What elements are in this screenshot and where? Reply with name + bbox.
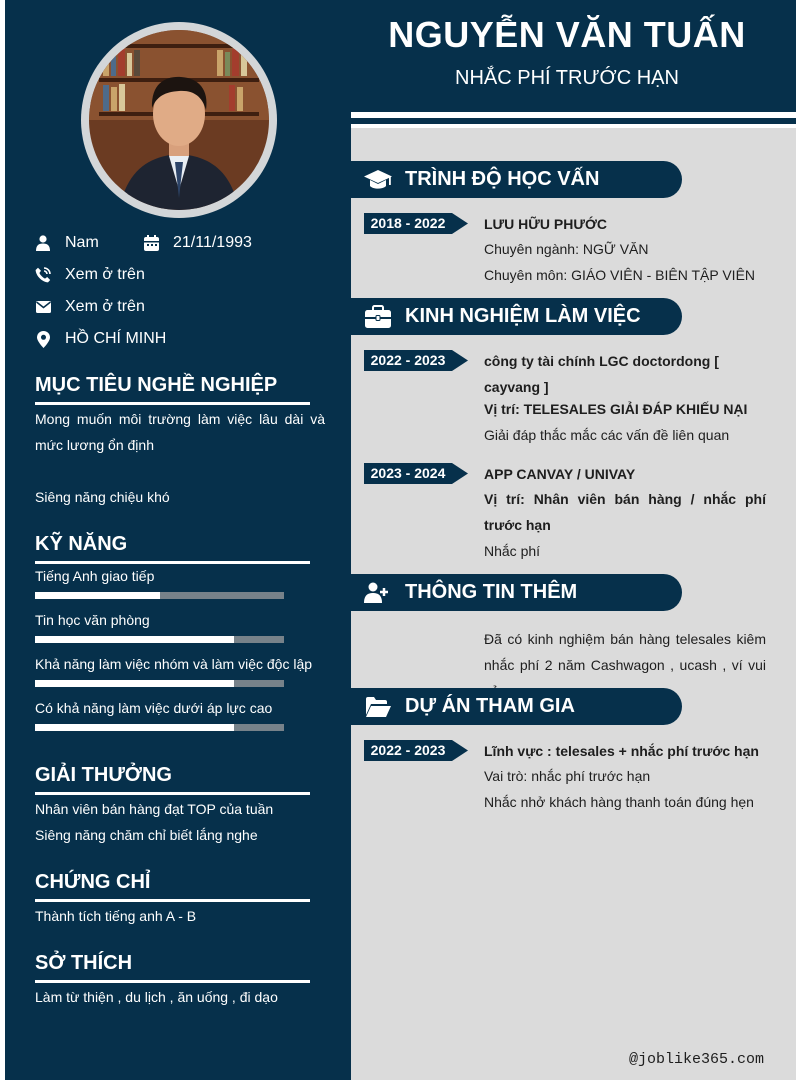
education-period-tag <box>364 213 468 234</box>
education-major: Chuyên ngành: NGỮ VĂN <box>484 241 649 257</box>
experience-role: Vị trí: Nhân viên bán hàng / nhắc phí trước hạn <box>484 491 766 533</box>
education-period: 2018 - 2022 <box>370 215 446 231</box>
skill-level-bar <box>35 724 284 731</box>
project-field: Lĩnh vực : telesales + nhắc phí trước hạn <box>484 743 759 759</box>
hobbies-title: SỞ THÍCH <box>35 952 133 974</box>
certificates-title: CHỨNG CHỈ <box>35 871 151 893</box>
experience-period-tag <box>364 350 468 371</box>
briefcase-icon <box>351 305 405 329</box>
projects-title: DỰ ÁN THAM GIA <box>405 695 575 717</box>
gender-row <box>35 234 99 252</box>
experience-period: 2023 - 2024 <box>370 465 446 481</box>
education-title: TRÌNH ĐỘ HỌC VẤN <box>405 168 600 190</box>
experience-role: Vị trí: TELESALES GIẢI ĐÁP KHIẾU NẠI <box>484 401 748 417</box>
project-period: 2022 - 2023 <box>370 742 446 758</box>
skills-rule <box>35 561 310 564</box>
folder-open-icon <box>351 696 405 718</box>
email-value: Xem ở trên <box>65 298 145 315</box>
award-item: Nhân viên bán hàng đạt TOP của tuần <box>35 801 274 817</box>
additional-title: THÔNG TIN THÊM <box>405 581 578 603</box>
skill-label: Có khả năng làm việc dưới áp lực cao <box>35 700 273 716</box>
objective-title: MỤC TIÊU NGHỀ NGHIỆP <box>35 374 278 396</box>
skill-label: Khả năng làm việc nhóm và làm việc độc lập <box>35 656 313 672</box>
skill-level-fill <box>35 636 234 643</box>
candidate-name: NGUYỄN VĂN TUẤN <box>388 14 746 55</box>
skill-level-bar <box>35 636 284 643</box>
skill-level-fill <box>35 724 234 731</box>
skill-level-bar <box>35 592 284 599</box>
additional-text: Đã có kinh nghiệm bán hàng telesales kiêm nhắc phí 2 năm Cashwagon , ucash , ví vui <box>484 631 766 673</box>
experience-company: APP CANVAY / UNIVAY <box>484 466 636 482</box>
graduation-cap-icon <box>351 168 405 192</box>
user-icon <box>35 235 51 251</box>
footer-watermark: @joblike365.com <box>628 1051 764 1068</box>
skill-label: Tiếng Anh giao tiếp <box>35 568 155 584</box>
award-item: Siêng năng chăm chỉ biết lắng nghe <box>35 827 258 843</box>
experience-period: 2022 - 2023 <box>370 352 446 368</box>
experience-period-tag <box>364 463 468 484</box>
skills-title: KỸ NĂNG <box>35 533 128 555</box>
education-school: LƯU HỮU PHƯỚC <box>484 216 608 232</box>
location-pin-icon <box>35 331 51 347</box>
experience-description: Nhắc phí <box>484 543 541 559</box>
projects-header <box>351 688 682 725</box>
certificate-item: Thành tích tiếng anh A - B <box>35 908 197 924</box>
email-row <box>35 298 145 316</box>
experience-company: công ty tài chính LGC doctordong [ cayvang ] <box>484 353 719 395</box>
calendar-icon <box>143 235 159 251</box>
envelope-icon <box>35 299 51 315</box>
hobby-item: Làm từ thiện , du lịch , ăn uống , đi dạo <box>35 989 278 1005</box>
additional-header <box>351 574 682 611</box>
address-row <box>35 330 166 348</box>
users-icon <box>351 582 405 604</box>
gender-value: Nam <box>65 234 99 251</box>
phone-icon <box>35 267 51 283</box>
birthday-value: 21/11/1993 <box>173 234 252 251</box>
avatar <box>89 30 269 210</box>
experience-description: Giải đáp thắc mắc các vấn đề liên quan <box>484 427 730 443</box>
phone-row <box>35 266 145 284</box>
skill-level-bar <box>35 680 284 687</box>
skill-level-fill <box>35 680 234 687</box>
project-description: Nhắc nhở khách hàng thanh toán đúng hẹn <box>484 794 754 810</box>
skill-label: Tin học văn phòng <box>35 612 150 628</box>
education-specialty: Chuyên môn: GIÁO VIÊN - BIÊN TẬP VIÊN <box>484 267 756 283</box>
desired-position: NHẮC PHÍ TRƯỚC HẠN <box>455 67 679 89</box>
experience-title: KINH NGHIỆM LÀM VIỆC <box>405 305 641 327</box>
address-value: HỒ CHÍ MINH <box>65 330 167 347</box>
phone-value: Xem ở trên <box>65 266 145 283</box>
birthday-row <box>143 234 252 252</box>
skill-level-fill <box>35 592 160 599</box>
awards-title: GIẢI THƯỞNG <box>35 764 172 786</box>
hobbies-rule <box>35 980 310 983</box>
education-header <box>351 161 682 198</box>
certificates-rule <box>35 899 310 902</box>
project-period-tag <box>364 740 468 761</box>
objective-rule <box>35 402 310 405</box>
project-role: Vai trò: nhắc phí trước hạn <box>484 768 651 784</box>
awards-rule <box>35 792 310 795</box>
objective-text-2: Siêng năng chiệu khó <box>35 489 170 505</box>
experience-header <box>351 298 682 335</box>
objective-text: Mong muốn môi trường làm việc lâu dài và mức lương ổn định <box>35 411 325 453</box>
